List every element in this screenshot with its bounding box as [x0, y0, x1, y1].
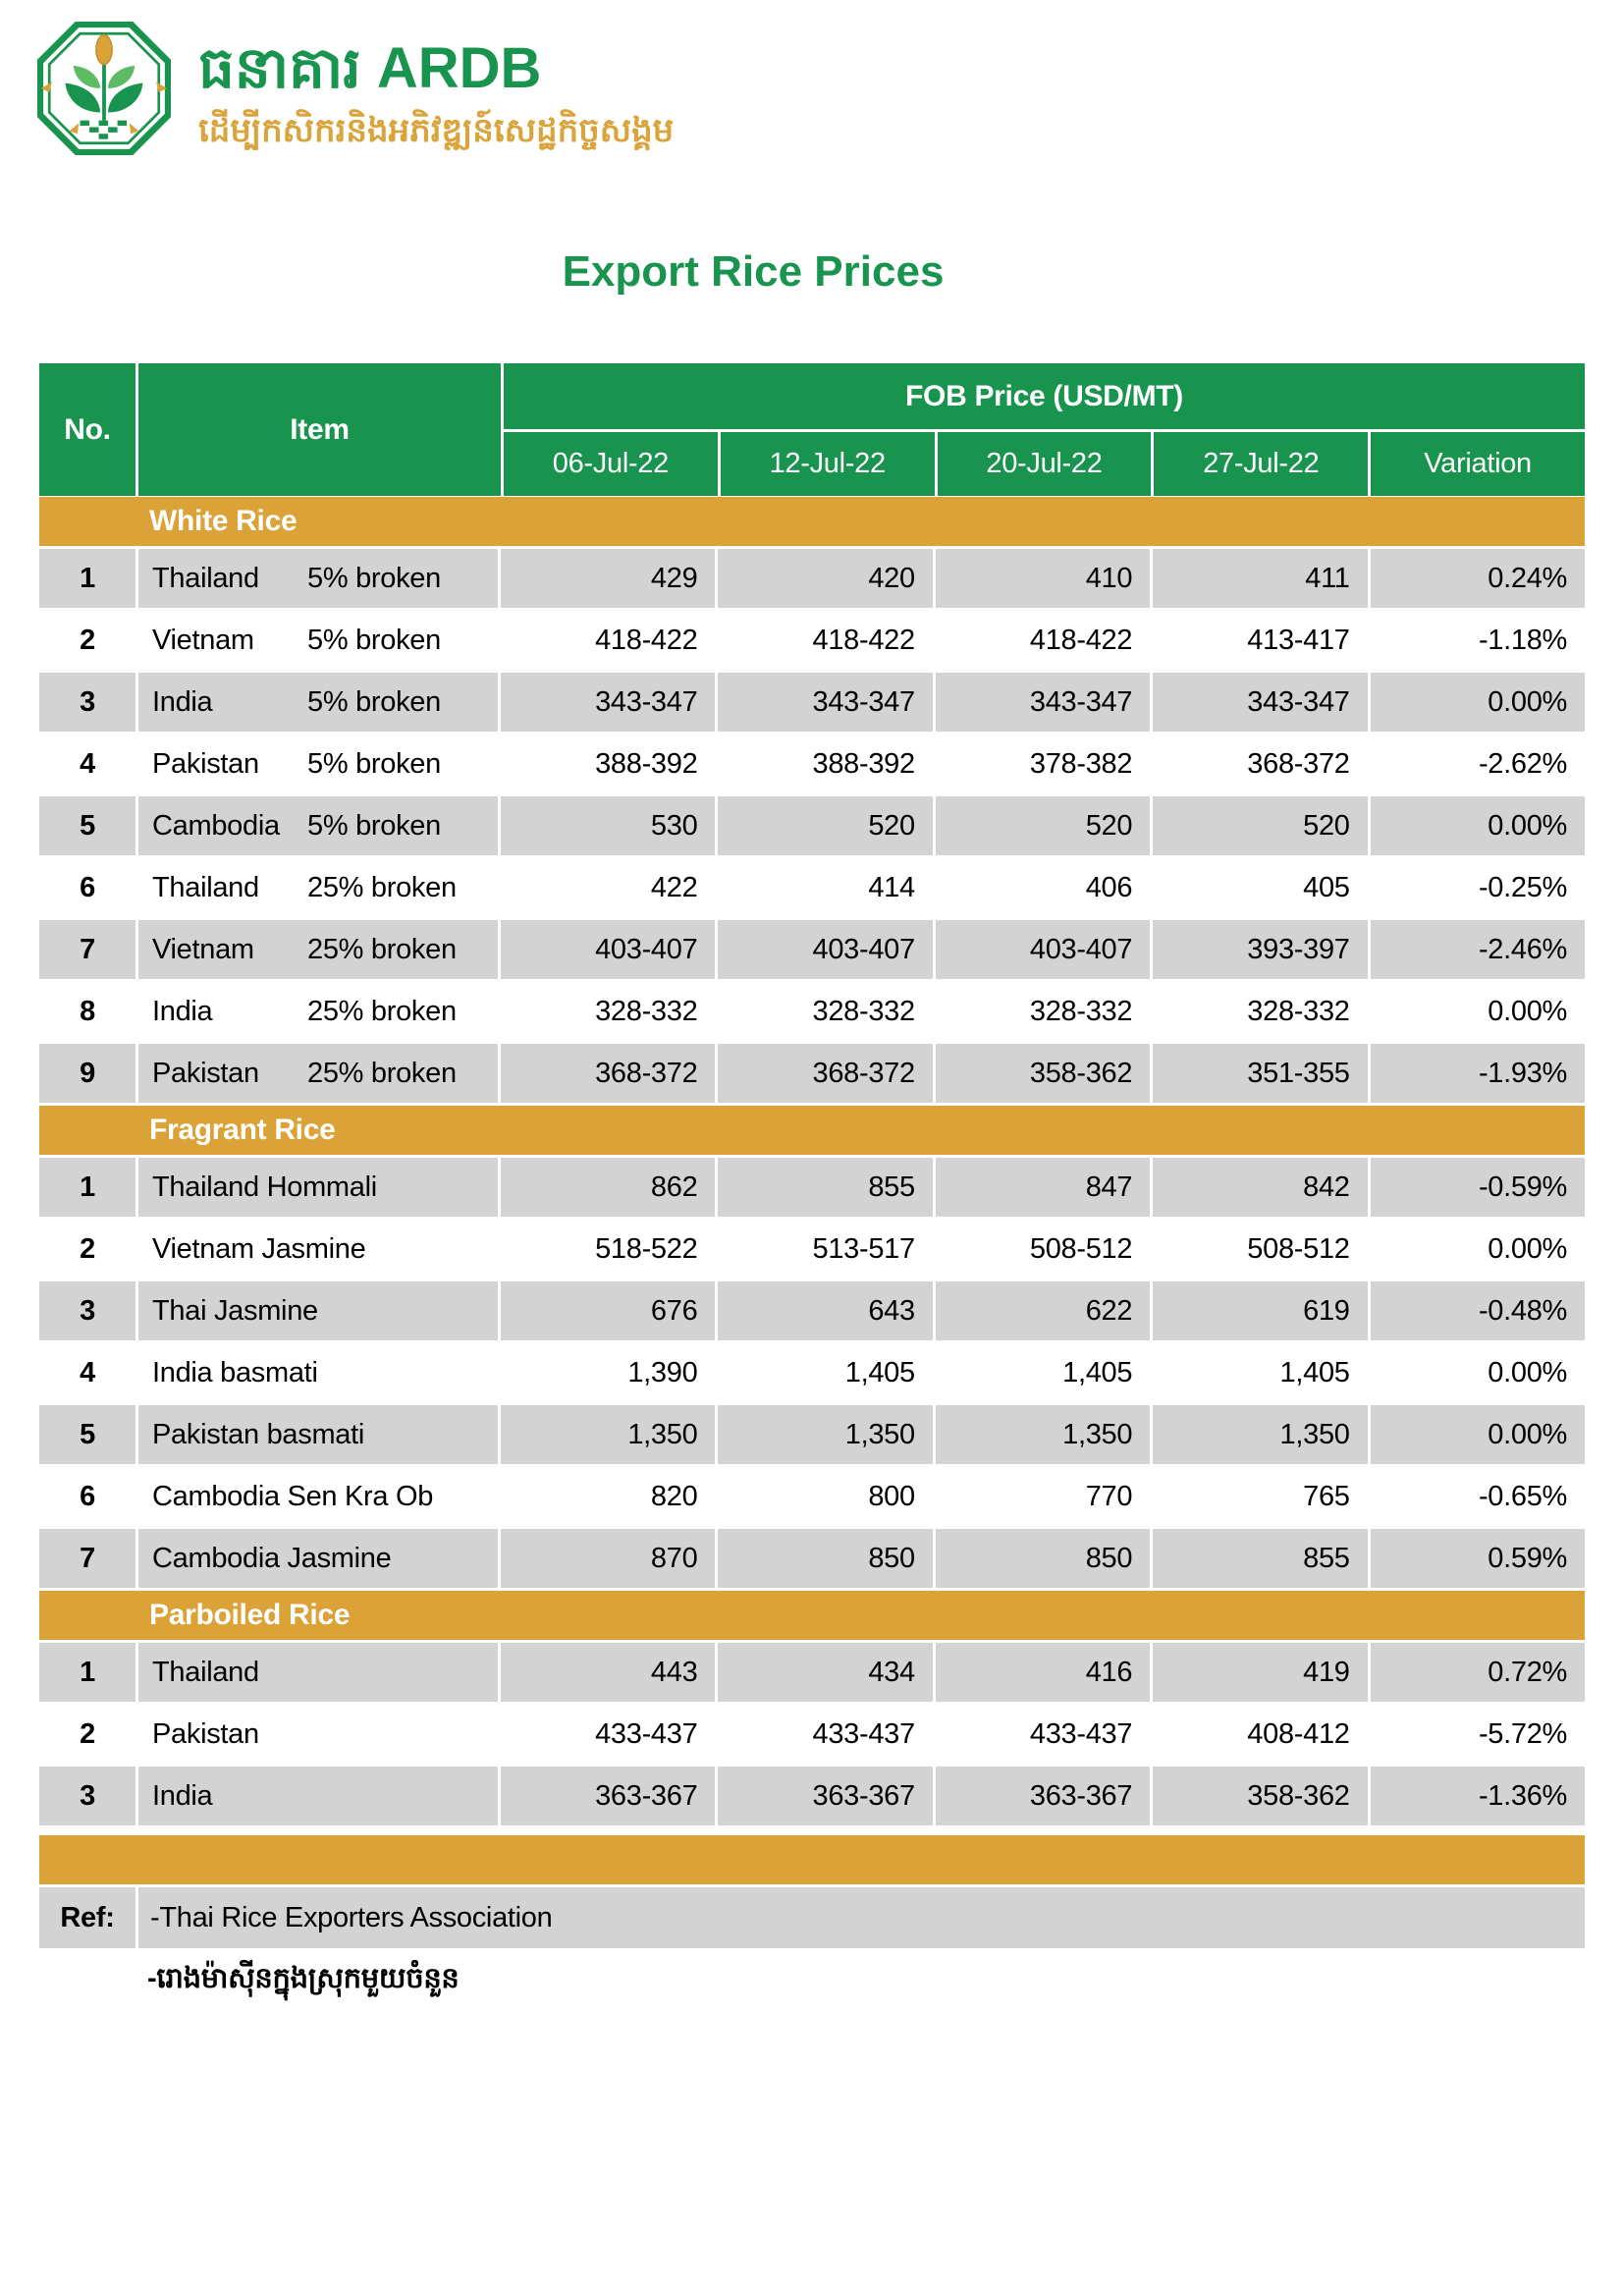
row-number: 2 [39, 1705, 138, 1764]
item-cell [138, 1405, 501, 1464]
price-cell: 343-347 [1153, 673, 1370, 732]
row-number: 7 [39, 1529, 138, 1588]
table-row [39, 1044, 1585, 1103]
price-cell: 422 [501, 858, 718, 917]
variation-cell: 0.59% [1488, 1542, 1568, 1574]
item-cell [138, 735, 501, 793]
price-cell: 420 [718, 549, 935, 608]
price-cell: 343-347 [501, 673, 718, 732]
price-cell: 363-367 [936, 1767, 1153, 1825]
price-cell: 406 [936, 858, 1153, 917]
price-cell: 418-422 [501, 611, 718, 670]
variation-cell: -0.48% [1478, 1294, 1568, 1327]
variation-cell: -0.65% [1478, 1480, 1568, 1512]
price-cell: 842 [1153, 1158, 1370, 1217]
org-name [198, 36, 674, 100]
item-name: Pakistan [152, 1717, 259, 1750]
price-cell: 1,350 [936, 1405, 1153, 1464]
row-number: 1 [39, 549, 138, 608]
row-number: 8 [39, 982, 138, 1041]
item-name: Vietnam [152, 624, 254, 656]
org-name-khmer: ធនាគារ [198, 36, 361, 100]
price-cell: 414 [718, 858, 935, 917]
col-header-date-4: 27-Jul-22 [1154, 432, 1371, 496]
price-cell: 358-362 [1153, 1767, 1370, 1825]
row-number: 5 [39, 1405, 138, 1464]
price-cell: 433-437 [718, 1705, 935, 1764]
item-cell [138, 982, 501, 1041]
price-cell: 343-347 [718, 673, 935, 732]
item-name: Cambodia [152, 809, 280, 842]
price-cell: 363-367 [718, 1767, 935, 1825]
item-cell [138, 1044, 501, 1103]
price-cell: 410 [936, 549, 1153, 608]
price-cell: 419 [1153, 1643, 1370, 1702]
item-name: Vietnam Jasmine [152, 1232, 366, 1265]
item-grade: 25% broken [307, 995, 457, 1027]
col-header-variation: Variation [1424, 448, 1532, 479]
variation-cell: 0.00% [1488, 1418, 1568, 1450]
price-cell: 434 [718, 1643, 935, 1702]
col-header-date-1: 06-Jul-22 [504, 432, 721, 496]
table-row [39, 735, 1585, 793]
item-cell [138, 1343, 501, 1402]
price-cell: 358-362 [936, 1044, 1153, 1103]
table-row [39, 1343, 1585, 1402]
section-header-bar [39, 1591, 1585, 1640]
price-cell: 368-372 [718, 1044, 935, 1103]
price-cell: 443 [501, 1643, 718, 1702]
col-header-fob-price: FOB Price (USD/MT) [504, 363, 1585, 432]
variation-cell: -1.18% [1478, 624, 1568, 656]
item-name: India basmati [152, 1356, 318, 1388]
price-cell: 520 [936, 796, 1153, 855]
item-name: India [152, 1779, 213, 1812]
page-title: Export Rice Prices [562, 247, 945, 296]
price-cell: 378-382 [936, 735, 1153, 793]
item-name: Cambodia Sen Kra Ob [152, 1480, 434, 1512]
price-cell: 328-332 [501, 982, 718, 1041]
reference-source: -Thai Rice Exporters Association [150, 1901, 553, 1933]
item-name: India [152, 995, 213, 1027]
price-cell: 1,405 [718, 1343, 935, 1402]
item-name: Thailand [152, 871, 259, 903]
price-cell: 676 [501, 1281, 718, 1340]
col-header-no: No. [39, 363, 138, 496]
price-cell: 328-332 [1153, 982, 1370, 1041]
org-tagline: ដើម្បីកសិករនិងអភិវឌ្ឍន៍សេដ្ឋកិច្ចសង្គម [198, 111, 675, 149]
table-row [39, 796, 1585, 855]
reference-source-khmer: -រោងម៉ាស៊ីនក្នុងស្រុកមួយចំនួន [147, 1963, 460, 1994]
item-name: Thailand [152, 1656, 259, 1688]
price-cell: 1,390 [501, 1343, 718, 1402]
variation-cell: -5.72% [1478, 1717, 1568, 1750]
price-cell: 1,350 [501, 1405, 718, 1464]
price-cell: 643 [718, 1281, 935, 1340]
section-header-bar [39, 1106, 1585, 1155]
item-name: Thailand [152, 562, 259, 594]
table-row [39, 1405, 1585, 1464]
price-cell: 429 [501, 549, 718, 608]
col-header-date-3: 20-Jul-22 [938, 432, 1155, 496]
item-cell [138, 1220, 501, 1279]
item-cell [138, 1767, 501, 1825]
item-grade: 5% broken [307, 747, 441, 780]
variation-cell: -2.46% [1478, 933, 1568, 965]
item-cell [138, 673, 501, 732]
price-cell: 388-392 [501, 735, 718, 793]
item-cell [138, 1467, 501, 1526]
item-cell [138, 1705, 501, 1764]
price-cell: 770 [936, 1467, 1153, 1526]
item-grade: 25% broken [307, 933, 457, 965]
price-cell: 393-397 [1153, 920, 1370, 979]
price-cell: 1,405 [1153, 1343, 1370, 1402]
date-header-row [504, 432, 1585, 496]
table-row [39, 1529, 1585, 1588]
table-row [39, 920, 1585, 979]
table-row [39, 611, 1585, 670]
reference-row-khmer [39, 1951, 1585, 2012]
row-number: 6 [39, 1467, 138, 1526]
price-cell: 1,350 [718, 1405, 935, 1464]
brand-header [37, 22, 674, 158]
price-cell: 513-517 [718, 1220, 935, 1279]
price-cell: 508-512 [936, 1220, 1153, 1279]
item-name: India [152, 685, 213, 718]
item-name: Pakistan basmati [152, 1418, 365, 1450]
table-row [39, 982, 1585, 1041]
price-cell: 403-407 [718, 920, 935, 979]
item-cell [138, 1158, 501, 1217]
row-number: 2 [39, 1220, 138, 1279]
price-cell: 343-347 [936, 673, 1153, 732]
row-number: 1 [39, 1643, 138, 1702]
reference-label: Ref: [39, 1887, 138, 1948]
price-cell: 368-372 [501, 1044, 718, 1103]
price-cell: 855 [1153, 1529, 1370, 1588]
row-number: 4 [39, 735, 138, 793]
price-cell: 418-422 [936, 611, 1153, 670]
row-number: 6 [39, 858, 138, 917]
table-row [39, 1158, 1585, 1217]
price-cell: 328-332 [718, 982, 935, 1041]
price-cell: 403-407 [936, 920, 1153, 979]
item-cell [138, 858, 501, 917]
variation-cell: 0.00% [1488, 809, 1568, 842]
item-cell [138, 920, 501, 979]
row-number: 7 [39, 920, 138, 979]
price-cell: 862 [501, 1158, 718, 1217]
item-cell [138, 549, 501, 608]
variation-cell: -1.36% [1478, 1779, 1568, 1812]
reference-spacer [39, 1951, 135, 2012]
price-cell: 403-407 [501, 920, 718, 979]
price-cell: 820 [501, 1467, 718, 1526]
section-title: Parboiled Rice [149, 1599, 351, 1631]
price-cell: 765 [1153, 1467, 1370, 1526]
item-grade: 25% broken [307, 871, 457, 903]
item-grade: 5% broken [307, 809, 441, 842]
price-cell: 619 [1153, 1281, 1370, 1340]
table-row [39, 1767, 1585, 1825]
item-grade: 25% broken [307, 1057, 457, 1089]
col-header-date-2: 12-Jul-22 [721, 432, 938, 496]
item-name: Thai Jasmine [152, 1294, 318, 1327]
price-cell: 368-372 [1153, 735, 1370, 793]
price-cell: 433-437 [936, 1705, 1153, 1764]
row-number: 5 [39, 796, 138, 855]
row-number: 9 [39, 1044, 138, 1103]
section-title: White Rice [149, 505, 298, 537]
table-row [39, 1705, 1585, 1764]
footer-bar [39, 1835, 1585, 1884]
row-number: 4 [39, 1343, 138, 1402]
item-cell [138, 1281, 501, 1340]
item-grade: 5% broken [307, 624, 441, 656]
price-cell: 520 [1153, 796, 1370, 855]
org-name-latin: ARDB [376, 36, 542, 100]
price-cell: 855 [718, 1158, 935, 1217]
item-grade: 5% broken [307, 562, 441, 594]
item-cell [138, 1529, 501, 1588]
item-name: Cambodia Jasmine [152, 1542, 392, 1574]
price-cell: 1,350 [1153, 1405, 1370, 1464]
row-number: 3 [39, 1281, 138, 1340]
price-cell: 520 [718, 796, 935, 855]
price-cell: 847 [936, 1158, 1153, 1217]
variation-cell: 0.00% [1488, 685, 1568, 718]
price-cell: 351-355 [1153, 1044, 1370, 1103]
price-cell: 418-422 [718, 611, 935, 670]
item-cell [138, 796, 501, 855]
price-cell: 518-522 [501, 1220, 718, 1279]
section-header-bar [39, 497, 1585, 546]
table-row [39, 1220, 1585, 1279]
item-grade: 5% broken [307, 685, 441, 718]
ardb-logo-icon [37, 22, 171, 155]
table-header [39, 363, 1585, 496]
variation-cell: 0.24% [1488, 562, 1568, 594]
price-cell: 328-332 [936, 982, 1153, 1041]
price-cell: 413-417 [1153, 611, 1370, 670]
table-row [39, 858, 1585, 917]
variation-cell: -0.25% [1478, 871, 1568, 903]
variation-cell: 0.00% [1488, 995, 1568, 1027]
row-number: 3 [39, 1767, 138, 1825]
price-cell: 411 [1153, 549, 1370, 608]
price-cell: 530 [501, 796, 718, 855]
item-name: Vietnam [152, 933, 254, 965]
price-cell: 363-367 [501, 1767, 718, 1825]
item-name: Pakistan [152, 747, 259, 780]
price-cell: 416 [936, 1643, 1153, 1702]
row-number: 2 [39, 611, 138, 670]
price-cell: 870 [501, 1529, 718, 1588]
price-cell: 622 [936, 1281, 1153, 1340]
section-title: Fragrant Rice [149, 1114, 336, 1146]
table-row [39, 549, 1585, 608]
variation-cell: -0.59% [1478, 1170, 1568, 1203]
table-body [39, 497, 1585, 1825]
variation-cell: -2.62% [1478, 747, 1568, 780]
variation-cell: -1.93% [1478, 1057, 1568, 1089]
table-row [39, 1467, 1585, 1526]
col-header-group-wrap [504, 363, 1585, 496]
table-row [39, 1643, 1585, 1702]
price-cell: 408-412 [1153, 1705, 1370, 1764]
price-table [39, 363, 1585, 2012]
brand-text [198, 22, 674, 158]
reference-row [39, 1887, 1585, 1948]
item-cell [138, 1643, 501, 1702]
price-cell: 433-437 [501, 1705, 718, 1764]
col-header-item: Item [138, 363, 504, 496]
price-cell: 850 [936, 1529, 1153, 1588]
price-cell: 388-392 [718, 735, 935, 793]
item-cell [138, 611, 501, 670]
variation-cell: 0.72% [1488, 1656, 1568, 1688]
table-row [39, 1281, 1585, 1340]
price-cell: 850 [718, 1529, 935, 1588]
variation-cell: 0.00% [1488, 1232, 1568, 1265]
price-cell: 508-512 [1153, 1220, 1370, 1279]
price-cell: 405 [1153, 858, 1370, 917]
price-cell: 800 [718, 1467, 935, 1526]
item-name: Thailand Hommali [152, 1170, 377, 1203]
price-cell: 1,405 [936, 1343, 1153, 1402]
variation-cell: 0.00% [1488, 1356, 1568, 1388]
item-name: Pakistan [152, 1057, 259, 1089]
row-number: 3 [39, 673, 138, 732]
table-row [39, 673, 1585, 732]
row-number: 1 [39, 1158, 138, 1217]
